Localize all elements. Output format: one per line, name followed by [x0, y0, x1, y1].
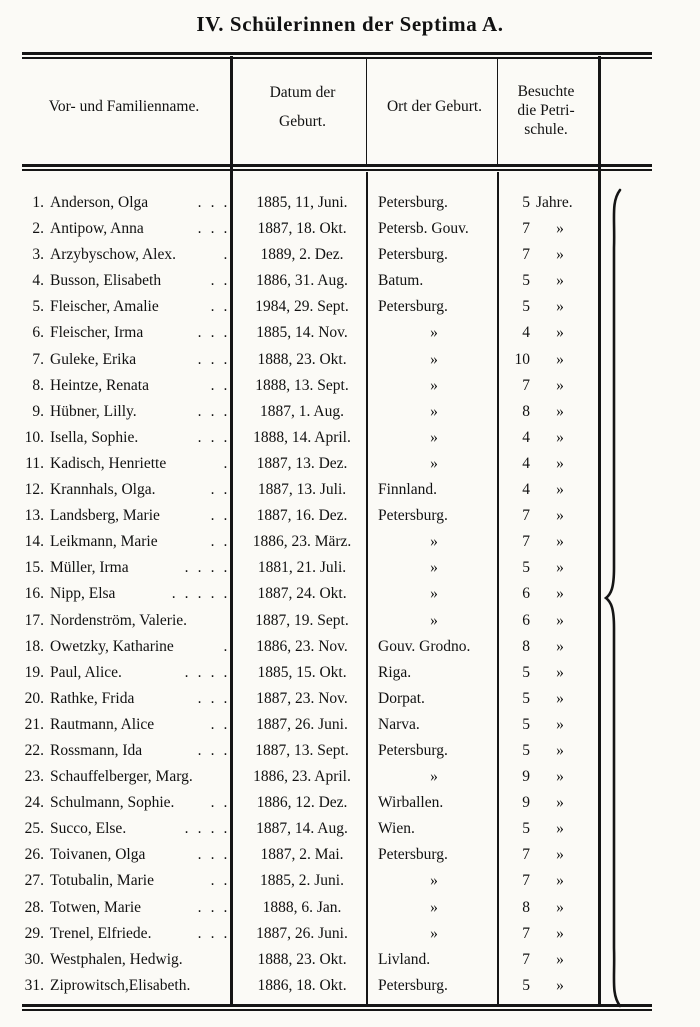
- cell-years-attended: 9: [522, 768, 530, 786]
- cell-years-attended: 5: [522, 976, 530, 994]
- cell-birth-place: Gouv. Grodno.: [378, 637, 471, 655]
- cell-years-attended: 4: [522, 324, 530, 342]
- cell-leader-dots: . . . . .: [171, 585, 230, 603]
- table-row: [0, 921, 700, 947]
- cell-student-name: Guleke, Erika: [50, 350, 137, 368]
- cell-birth-date: 1885, 11, Juni.: [256, 194, 348, 211]
- cell-birth-date: 1887, 13. Dez.: [256, 454, 348, 472]
- column-separator-date-place: [366, 58, 367, 166]
- cell-birth-place: Petersburg.: [378, 846, 448, 864]
- cell-birth-place-ditto: »: [430, 533, 438, 551]
- cell-birth-place-ditto: »: [430, 872, 438, 890]
- cell-years-unit-ditto: »: [556, 220, 564, 238]
- row-number: 19.: [24, 663, 44, 681]
- row-number: 18.: [24, 637, 44, 655]
- cell-years-unit-ditto: »: [556, 820, 564, 838]
- cell-years-unit: Jahre.: [536, 194, 573, 211]
- cell-student-name: Ziprowitsch,Elisabeth.: [50, 976, 191, 994]
- cell-leader-dots: . . .: [197, 428, 230, 446]
- cell-leader-dots: . . .: [197, 324, 230, 342]
- cell-student-name: Totubalin, Marie: [50, 872, 154, 890]
- cell-birth-date: 1888, 23. Okt.: [257, 350, 347, 368]
- table-row: [0, 738, 700, 764]
- cell-birth-date: 1887, 1. Aug.: [260, 402, 344, 420]
- table-row: [0, 816, 700, 842]
- cell-years-attended: 5: [522, 689, 530, 707]
- table-row: [0, 764, 700, 790]
- cell-leader-dots: . . .: [197, 898, 230, 916]
- cell-birth-date: 1888, 13. Sept.: [255, 376, 349, 394]
- row-number: 1.: [32, 194, 44, 211]
- cell-student-name: Fleischer, Amalie: [50, 298, 159, 316]
- cell-leader-dots: . . .: [197, 924, 230, 942]
- column-header-petri-line1: Besuchte: [517, 83, 575, 100]
- table-row: [0, 347, 700, 373]
- cell-student-name: Westphalen, Hedwig.: [50, 950, 183, 968]
- cell-years-attended: 7: [522, 950, 530, 968]
- cell-years-attended: 8: [522, 898, 530, 916]
- cell-leader-dots: . . .: [197, 350, 230, 368]
- column-header-date-line1: Datum der: [269, 84, 336, 101]
- cell-student-name: Landsberg, Marie: [50, 507, 160, 525]
- cell-years-attended: 4: [522, 428, 530, 446]
- cell-years-attended: 5: [522, 194, 530, 211]
- cell-leader-dots: . .: [210, 872, 230, 890]
- summary-brace-icon: [604, 188, 626, 1008]
- row-number: 9.: [32, 402, 44, 420]
- cell-student-name: Paul, Alice.: [50, 663, 122, 681]
- table-row: [0, 399, 700, 425]
- cell-birth-place-ditto: »: [430, 559, 438, 577]
- cell-years-unit-ditto: »: [556, 454, 564, 472]
- cell-student-name: Rossmann, Ida: [50, 741, 143, 759]
- cell-years-attended: 7: [522, 220, 530, 238]
- table-row: [0, 842, 700, 868]
- cell-birth-place: Petersburg.: [378, 507, 448, 525]
- cell-birth-date: 1887, 2. Mai.: [260, 846, 344, 864]
- row-number: 10.: [24, 428, 44, 446]
- cell-birth-date: 1888, 6. Jan.: [262, 898, 342, 916]
- cell-student-name: Nordenström, Valerie.: [50, 611, 188, 629]
- cell-student-name: Toivanen, Olga: [50, 846, 146, 864]
- cell-years-unit-ditto: »: [556, 794, 564, 812]
- cell-years-unit-ditto: »: [556, 689, 564, 707]
- cell-years-attended: 9: [522, 794, 530, 812]
- cell-birth-place: Batum.: [378, 272, 424, 290]
- row-number: 26.: [24, 846, 44, 864]
- cell-birth-date: 1886, 31. Aug.: [256, 272, 348, 290]
- row-number: 11.: [25, 454, 44, 472]
- cell-birth-date: 1886, 18. Okt.: [257, 976, 347, 994]
- cell-years-unit-ditto: »: [556, 533, 564, 551]
- cell-student-name: Busson, Elisabeth: [50, 272, 162, 290]
- table-row: [0, 320, 700, 346]
- cell-leader-dots: . . .: [197, 194, 230, 211]
- cell-student-name: Leikmann, Marie: [50, 533, 158, 551]
- row-number: 21.: [24, 715, 44, 733]
- table-row: [0, 790, 700, 816]
- cell-student-name: Succo, Else.: [50, 820, 127, 838]
- cell-student-name: Anderson, Olga: [50, 194, 149, 211]
- table-row: [0, 294, 700, 320]
- cell-leader-dots: . .: [210, 481, 230, 499]
- cell-birth-date: 1885, 2. Juni.: [260, 872, 344, 890]
- cell-birth-place-ditto: »: [430, 611, 438, 629]
- cell-student-name: Totwen, Marie: [50, 898, 142, 916]
- column-header-date-line2: Geburt.: [279, 113, 326, 130]
- column-header-petri-line3: schule.: [524, 121, 568, 138]
- cell-years-attended: 5: [522, 715, 530, 733]
- cell-years-attended: 7: [522, 846, 530, 864]
- cell-birth-place: Petersburg.: [378, 741, 448, 759]
- cell-leader-dots: . .: [210, 272, 230, 290]
- cell-birth-place: Petersburg.: [378, 194, 448, 211]
- cell-years-attended: 4: [522, 454, 530, 472]
- cell-years-attended: 7: [522, 924, 530, 942]
- cell-years-attended: 5: [522, 559, 530, 577]
- cell-leader-dots: . . . .: [184, 559, 230, 577]
- cell-birth-date: 1887, 13. Sept.: [255, 741, 349, 759]
- cell-years-attended: 8: [522, 637, 530, 655]
- cell-years-attended: 6: [522, 611, 530, 629]
- cell-years-attended: 8: [522, 402, 530, 420]
- row-number: 2.: [32, 220, 44, 238]
- column-header-place: [372, 96, 497, 117]
- cell-birth-date: 1888, 23. Okt.: [257, 950, 347, 968]
- cell-birth-date: 1886, 12. Dez.: [256, 794, 348, 812]
- cell-years-unit-ditto: »: [556, 741, 564, 759]
- table-row: [0, 660, 700, 686]
- cell-birth-date: 1887, 14. Aug.: [256, 820, 348, 838]
- cell-birth-place-ditto: »: [430, 454, 438, 472]
- cell-birth-place-ditto: »: [430, 768, 438, 786]
- table-body: [0, 190, 700, 999]
- column-separator-place-petri: [497, 58, 498, 166]
- table-row: [0, 634, 700, 660]
- cell-birth-date: 1887, 26. Juni.: [256, 924, 348, 942]
- cell-birth-date: 1984, 29. Sept.: [255, 298, 349, 316]
- cell-years-attended: 7: [522, 872, 530, 890]
- cell-student-name: Isella, Sophie.: [50, 428, 139, 446]
- cell-years-attended: 5: [522, 298, 530, 316]
- cell-birth-place: Riga.: [378, 663, 412, 681]
- cell-birth-place: Petersburg.: [378, 246, 448, 264]
- row-number: 5.: [32, 298, 44, 316]
- row-number: 29.: [24, 924, 44, 942]
- cell-years-unit-ditto: »: [556, 950, 564, 968]
- cell-years-attended: 5: [522, 272, 530, 290]
- cell-student-name: Nipp, Elsa: [50, 585, 116, 603]
- cell-birth-place-ditto: »: [430, 428, 438, 446]
- table-row: [0, 216, 700, 242]
- row-number: 7.: [32, 350, 44, 368]
- cell-birth-date: 1889, 2. Dez.: [260, 246, 344, 264]
- cell-leader-dots: . .: [210, 715, 230, 733]
- cell-student-name: Müller, Irma: [50, 559, 129, 577]
- cell-years-unit-ditto: »: [556, 402, 564, 420]
- table-row: [0, 529, 700, 555]
- table-row: [0, 373, 700, 399]
- row-number: 27.: [24, 872, 44, 890]
- table-row: [0, 555, 700, 581]
- cell-birth-place-ditto: »: [430, 585, 438, 603]
- cell-years-unit-ditto: »: [556, 924, 564, 942]
- cell-student-name: Antipow, Anna: [50, 220, 144, 238]
- cell-birth-date: 1886, 23. Nov.: [256, 637, 348, 655]
- cell-years-attended: 7: [522, 376, 530, 394]
- cell-years-attended: 6: [522, 585, 530, 603]
- cell-years-unit-ditto: »: [556, 298, 564, 316]
- cell-leader-dots: . . .: [197, 741, 230, 759]
- cell-birth-place: Wien.: [378, 820, 415, 838]
- table-row: [0, 712, 700, 738]
- table-row: [0, 947, 700, 973]
- table-row: [0, 503, 700, 529]
- table-row: [0, 425, 700, 451]
- cell-years-unit-ditto: »: [556, 768, 564, 786]
- cell-years-attended: 4: [522, 481, 530, 499]
- table-row: [0, 608, 700, 634]
- cell-years-unit-ditto: »: [556, 559, 564, 577]
- cell-years-unit-ditto: »: [556, 715, 564, 733]
- cell-years-attended: 7: [522, 507, 530, 525]
- cell-years-attended: 5: [522, 820, 530, 838]
- row-number: 30.: [24, 950, 44, 968]
- cell-years-unit-ditto: »: [556, 872, 564, 890]
- row-number: 28.: [24, 898, 44, 916]
- cell-birth-date: 1887, 23. Nov.: [256, 689, 348, 707]
- row-number: 4.: [32, 272, 44, 290]
- cell-birth-place-ditto: »: [430, 376, 438, 394]
- cell-years-unit-ditto: »: [556, 481, 564, 499]
- cell-years-attended: 5: [522, 663, 530, 681]
- page-title: IV. Schülerinnen der Septima A.: [196, 12, 504, 36]
- cell-birth-date: 1881, 21. Juli.: [257, 559, 347, 577]
- cell-birth-place: Finnland.: [378, 481, 437, 499]
- cell-birth-place-ditto: »: [430, 898, 438, 916]
- row-number: 22.: [24, 741, 44, 759]
- cell-years-attended: 7: [522, 533, 530, 551]
- cell-leader-dots: . . .: [197, 846, 230, 864]
- cell-birth-place-ditto: »: [430, 350, 438, 368]
- cell-leader-dots: . . . .: [184, 663, 230, 681]
- cell-birth-date: 1885, 14. Nov.: [256, 324, 348, 342]
- cell-years-unit-ditto: »: [556, 428, 564, 446]
- table-row: [0, 686, 700, 712]
- cell-leader-dots: . .: [210, 533, 230, 551]
- cell-years-unit-ditto: »: [556, 324, 564, 342]
- table-header-rule: [22, 164, 652, 171]
- cell-birth-date: 1887, 18. Okt.: [257, 220, 347, 238]
- table-row: [0, 868, 700, 894]
- cell-leader-dots: . .: [210, 298, 230, 316]
- column-header-petri: [500, 82, 592, 139]
- cell-years-unit-ditto: »: [556, 376, 564, 394]
- cell-years-unit-ditto: »: [556, 637, 564, 655]
- row-number: 14.: [24, 533, 44, 551]
- cell-years-attended: 10: [514, 350, 530, 368]
- cell-years-unit-ditto: »: [556, 272, 564, 290]
- row-number: 20.: [24, 689, 44, 707]
- cell-years-unit-ditto: »: [556, 846, 564, 864]
- cell-years-unit-ditto: »: [556, 350, 564, 368]
- table-row: [0, 268, 700, 294]
- table-bottom-rule: [22, 1004, 652, 1011]
- row-number: 16.: [24, 585, 44, 603]
- cell-birth-date: 1887, 26. Juni.: [256, 715, 348, 733]
- cell-birth-place: Petersburg.: [378, 298, 448, 316]
- row-number: 13.: [24, 507, 44, 525]
- cell-birth-place-ditto: »: [430, 402, 438, 420]
- cell-leader-dots: . .: [210, 794, 230, 812]
- cell-student-name: Rathke, Frida: [50, 689, 135, 707]
- cell-years-attended: 5: [522, 741, 530, 759]
- cell-birth-place: Dorpat.: [378, 689, 425, 707]
- cell-years-unit-ditto: »: [556, 898, 564, 916]
- cell-student-name: Hübner, Lilly.: [50, 402, 137, 420]
- table-row: [0, 477, 700, 503]
- cell-birth-place: Livland.: [378, 950, 431, 968]
- cell-student-name: Kadisch, Henriette: [50, 454, 167, 472]
- cell-student-name: Heintze, Renata: [50, 376, 149, 394]
- table-row: [0, 242, 700, 268]
- cell-birth-date: 1887, 13. Juli.: [257, 481, 347, 499]
- row-number: 15.: [24, 559, 44, 577]
- cell-leader-dots: . . .: [197, 220, 230, 238]
- cell-student-name: Schulmann, Sophie.: [50, 794, 175, 812]
- cell-birth-place-ditto: »: [430, 324, 438, 342]
- cell-years-unit-ditto: »: [556, 507, 564, 525]
- cell-years-unit-ditto: »: [556, 246, 564, 264]
- table-row: [0, 581, 700, 607]
- cell-leader-dots: . . . .: [184, 820, 230, 838]
- cell-student-name: Fleischer, Irma: [50, 324, 144, 342]
- cell-years-unit-ditto: »: [556, 611, 564, 629]
- column-header-name-label: Vor- und Familienname.: [48, 98, 200, 115]
- cell-leader-dots: . . .: [197, 402, 230, 420]
- cell-leader-dots: .: [223, 246, 230, 264]
- row-number: 12.: [24, 481, 44, 499]
- cell-birth-date: 1888, 14. April.: [253, 428, 351, 446]
- cell-years-unit-ditto: »: [556, 585, 564, 603]
- summary-sidenote: [612, 0, 642, 216]
- cell-leader-dots: .: [223, 454, 230, 472]
- cell-leader-dots: . . .: [197, 689, 230, 707]
- row-number: 25.: [24, 820, 44, 838]
- cell-birth-place: Petersburg.: [378, 976, 448, 994]
- row-number: 17.: [24, 611, 44, 629]
- cell-leader-dots: .: [223, 637, 230, 655]
- cell-birth-date: 1886, 23. April.: [253, 768, 351, 786]
- row-number: 31.: [24, 976, 44, 994]
- cell-birth-place: Petersb. Gouv.: [378, 220, 469, 238]
- table-row: [0, 451, 700, 477]
- cell-student-name: Schauffelberger, Marg.: [50, 768, 193, 786]
- cell-student-name: Trenel, Elfriede.: [50, 924, 152, 942]
- column-header-petri-line2: die Petri-: [517, 102, 575, 119]
- row-number: 8.: [32, 376, 44, 394]
- cell-birth-place-ditto: »: [430, 924, 438, 942]
- cell-birth-place: Narva.: [378, 715, 420, 733]
- column-header-name: [24, 96, 224, 117]
- cell-student-name: Arzybyschow, Alex.: [50, 246, 176, 264]
- cell-birth-place: Wirballen.: [378, 794, 444, 812]
- cell-student-name: Owetzky, Katharine: [50, 637, 174, 655]
- cell-leader-dots: . .: [210, 507, 230, 525]
- row-number: 3.: [32, 246, 44, 264]
- column-header-place-label: Ort der Geburt.: [386, 98, 483, 115]
- cell-years-unit-ditto: »: [556, 976, 564, 994]
- column-header-date: [240, 82, 365, 132]
- cell-birth-date: 1887, 24. Okt.: [257, 585, 347, 603]
- row-number: 6.: [32, 324, 44, 342]
- cell-years-unit-ditto: »: [556, 663, 564, 681]
- cell-leader-dots: . .: [210, 376, 230, 394]
- cell-student-name: Rautmann, Alice: [50, 715, 155, 733]
- table-row: [0, 895, 700, 921]
- table-top-rule: [22, 52, 652, 59]
- cell-birth-date: 1887, 16. Dez.: [256, 507, 348, 525]
- cell-birth-date: 1886, 23. März.: [252, 533, 352, 551]
- cell-years-attended: 7: [522, 246, 530, 264]
- cell-birth-date: 1885, 15. Okt.: [257, 663, 347, 681]
- cell-student-name: Krannhals, Olga.: [50, 481, 156, 499]
- table-row: [0, 190, 700, 216]
- row-number: 24.: [24, 794, 44, 812]
- table-row: [0, 973, 700, 999]
- row-number: 23.: [24, 768, 44, 786]
- cell-birth-date: 1887, 19. Sept.: [255, 611, 349, 629]
